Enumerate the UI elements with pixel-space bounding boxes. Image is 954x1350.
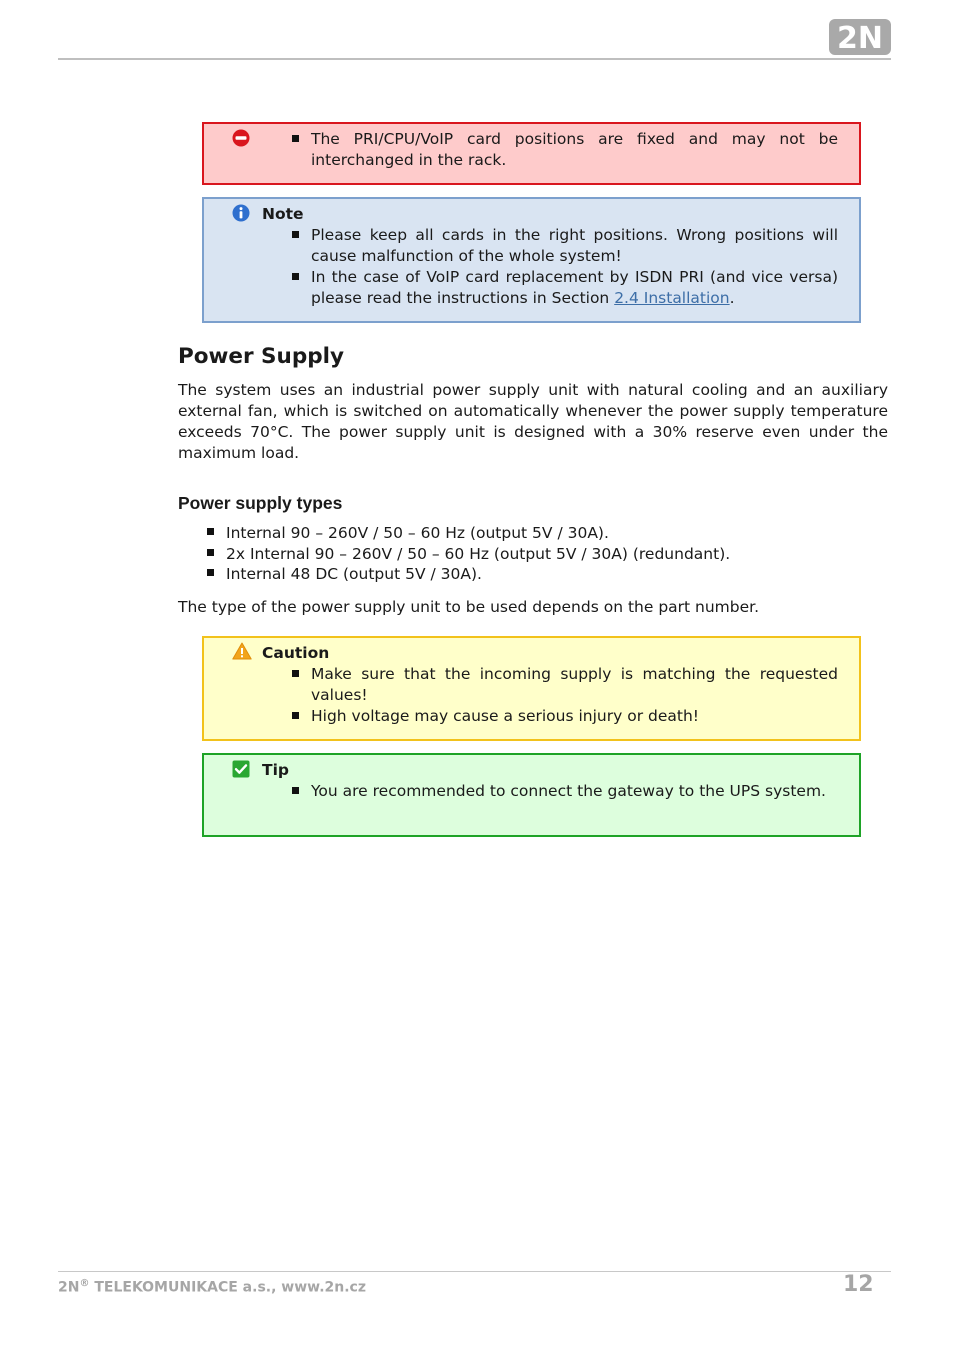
tip-title: Tip bbox=[262, 761, 289, 779]
subsection-heading: Power supply types bbox=[178, 493, 343, 513]
registered-mark: ® bbox=[79, 1278, 90, 1289]
list-item: High voltage may cause a serious injury or death! bbox=[290, 706, 838, 727]
list-item: Please keep all cards in the right positions. Wrong positions will cause malfunction of the whole system! bbox=[290, 225, 838, 267]
2n-logo-icon bbox=[829, 19, 891, 55]
note-text-after: . bbox=[729, 289, 735, 307]
note-box bbox=[202, 197, 861, 323]
info-icon bbox=[232, 204, 250, 222]
stop-icon bbox=[232, 129, 250, 147]
installation-link[interactable]: 2.4 Installation bbox=[614, 289, 730, 307]
list-item: The PRI/CPU/VoIP card positions are fixed and may not be interchanged in the rack. bbox=[290, 129, 838, 171]
caution-title: Caution bbox=[262, 644, 330, 662]
caution-list bbox=[290, 664, 838, 727]
list-item: 2x Internal 90 – 260V / 50 – 60 Hz (output 5V / 30A) (redundant). bbox=[205, 544, 730, 565]
list-item: Make sure that the incoming supply is matching the requested values! bbox=[290, 664, 838, 706]
logo-text: 2N bbox=[837, 21, 883, 55]
header-rule bbox=[58, 58, 891, 60]
section-paragraph: The system uses an industrial power supply unit with natural cooling and an auxiliary external fan, which is switched on automatically whenever the power supply temperature exceeds 70°C. The power supply unit is designed with a 30% reserve even under the maximum load. bbox=[178, 381, 888, 462]
footer-rule bbox=[58, 1271, 891, 1272]
footer-rest: TELEKOMUNIKACE a.s., www.2n.cz bbox=[89, 1279, 366, 1296]
footer-prefix: 2N bbox=[58, 1279, 80, 1296]
power-supply-types-list bbox=[205, 523, 730, 585]
note-title: Note bbox=[262, 205, 304, 223]
checkmark-icon bbox=[232, 760, 250, 778]
list-item: Internal 48 DC (output 5V / 30A). bbox=[205, 564, 730, 585]
section-heading: Power Supply bbox=[178, 344, 345, 369]
tip-list bbox=[290, 781, 838, 802]
footer-company bbox=[58, 1278, 366, 1296]
caution-box bbox=[202, 636, 861, 741]
section-paragraph-2: The type of the power supply unit to be used depends on the part number. bbox=[178, 598, 760, 616]
warning-triangle-icon bbox=[232, 642, 252, 660]
list-item bbox=[290, 267, 838, 309]
note-list bbox=[290, 225, 838, 309]
warning-box bbox=[202, 122, 861, 185]
warning-list bbox=[290, 129, 838, 171]
note-text-before: In the case of VoIP card replacement by ISDN PRI (and vice versa) please read the instructions in Section bbox=[311, 268, 838, 307]
list-item: Internal 90 – 260V / 50 – 60 Hz (output 5V / 30A). bbox=[205, 523, 730, 544]
list-item: You are recommended to connect the gateway to the UPS system. bbox=[290, 781, 838, 802]
page-number: 12 bbox=[843, 1272, 874, 1297]
tip-box bbox=[202, 753, 861, 837]
